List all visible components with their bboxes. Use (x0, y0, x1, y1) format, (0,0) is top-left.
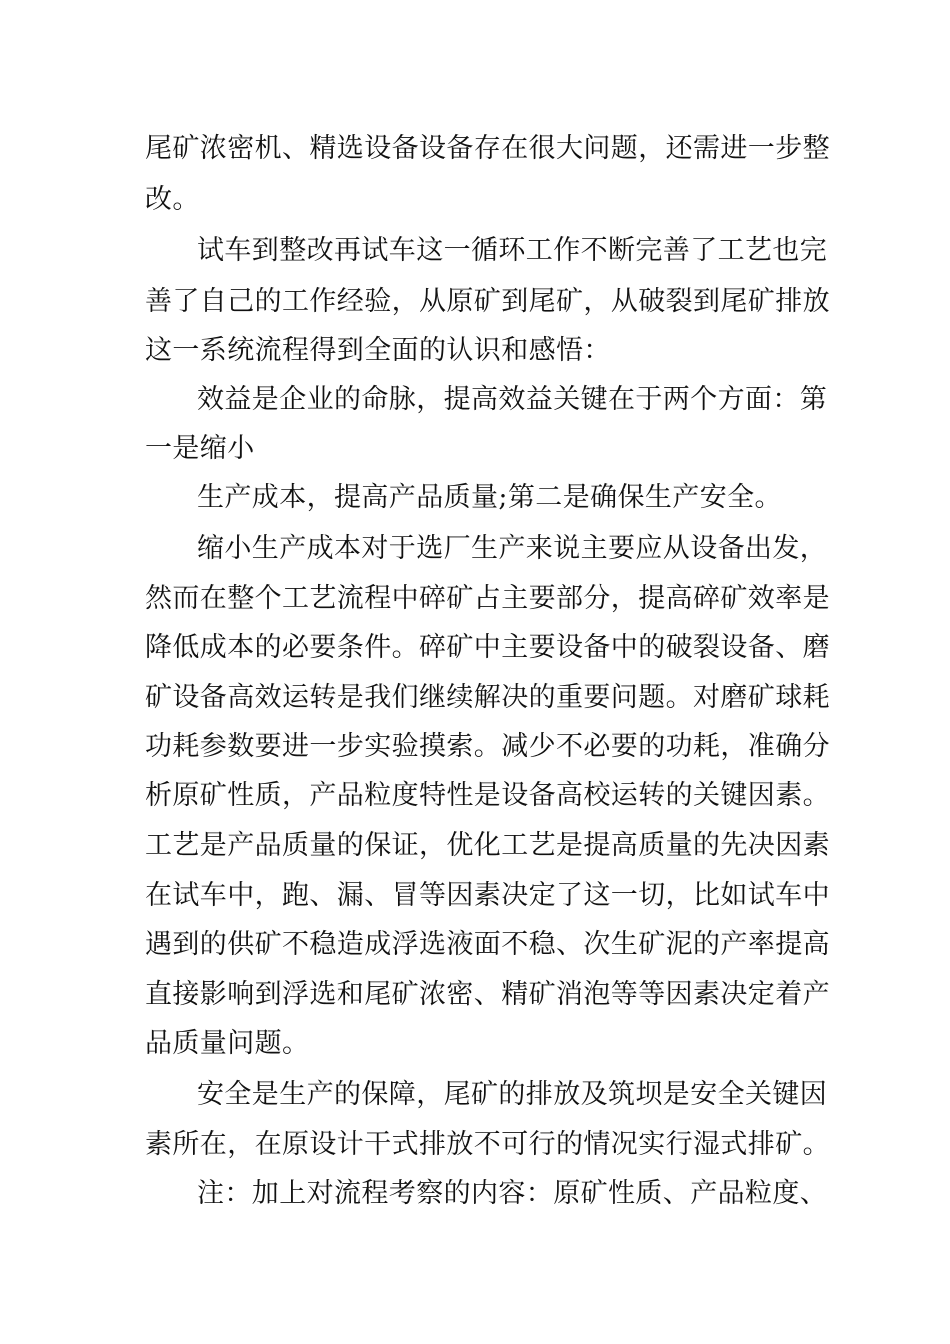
paragraph-start-line: 安全是生产的保障，尾矿的排放及筑坝是安全关键因 (197, 1079, 828, 1110)
text-line: 遇到的供矿不稳造成浮选液面不稳、次生矿泥的产率提高 (145, 929, 830, 960)
text-line: 善了自己的工作经验，从原矿到尾矿，从破裂到尾矿排放 (145, 286, 830, 317)
text-line: 尾矿浓密机、精选设备设备存在很大问题，还需进一步整 (145, 133, 830, 164)
paragraph-start-line: 效益是企业的命脉，提高效益关键在于两个方面：第 (197, 384, 828, 415)
text-line: 素所在，在原设计干式排放不可行的情况实行湿式排矿。 (145, 1129, 830, 1160)
paragraph-start-line: 生产成本，提高产品质量;第二是确保生产安全。 (197, 482, 782, 513)
text-line: 一是缩小 (145, 433, 255, 464)
text-line: 矿设备高效运转是我们继续解决的重要问题。对磨矿球耗 (145, 682, 830, 713)
text-line: 这一系统流程得到全面的认识和感悟： (145, 335, 611, 366)
text-line: 析原矿性质，产品粒度特性是设备高校运转的关键因素。 (145, 780, 830, 811)
paragraph-start-line: 注：加上对流程考察的内容：原矿性质、产品粒度、 (197, 1178, 828, 1209)
text-line: 改。 (145, 184, 200, 215)
text-line: 工艺是产品质量的保证，优化工艺是提高质量的先决因素 (145, 830, 830, 861)
text-line: 功耗参数要进一步实验摸索。减少不必要的功耗，准确分 (145, 731, 830, 762)
text-line: 品质量问题。 (145, 1028, 310, 1059)
text-line: 降低成本的必要条件。碎矿中主要设备中的破裂设备、磨 (145, 632, 830, 663)
paragraph-start-line: 试车到整改再试车这一循环工作不断完善了工艺也完 (197, 235, 828, 266)
paragraph-start-line: 缩小生产成本对于选厂生产来说主要应从设备出发， (197, 533, 828, 564)
text-line: 然而在整个工艺流程中碎矿占主要部分，提高碎矿效率是 (145, 583, 830, 614)
text-line: 在试车中，跑、漏、冒等因素决定了这一切，比如试车中 (145, 880, 830, 911)
text-line: 直接影响到浮选和尾矿浓密、精矿消泡等等因素决定着产 (145, 979, 830, 1010)
